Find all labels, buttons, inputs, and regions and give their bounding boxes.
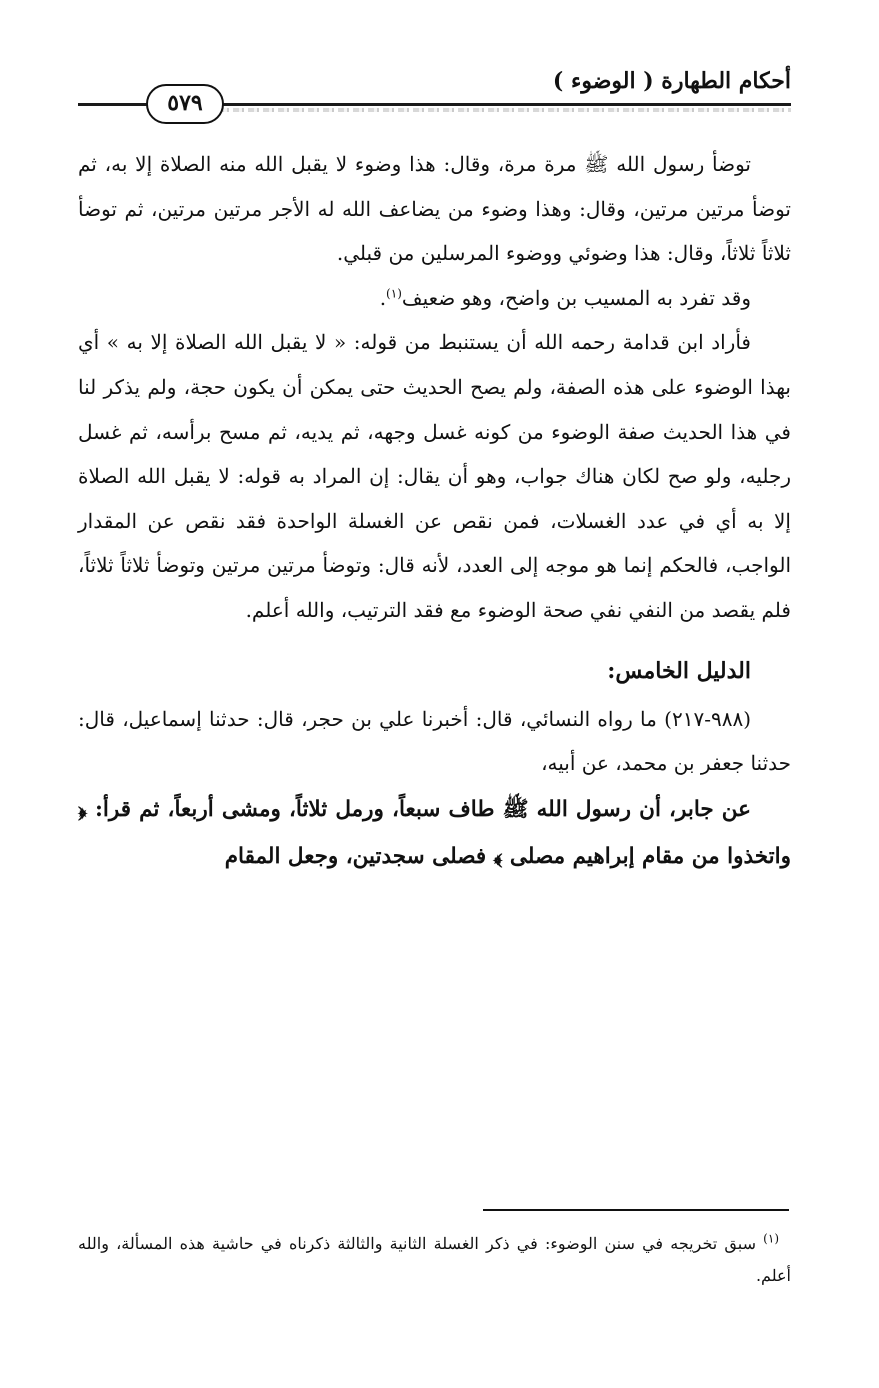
hadith-text: عن جابر، أن رسول الله ﷺ طاف سبعاً، ورمل ثلاثاً، ومشى أربعاً، ثم قرأ: ﴿ واتخذوا من مقام إبراهيم مصلى ﴾ فصلى سجدتين، وجعل المقام [78, 796, 791, 869]
footnote-reference[interactable]: (١) [386, 286, 402, 301]
footnotes [78, 1228, 791, 1292]
isnad-paragraph: (٩٨٨-٢١٧) ما رواه النسائي، قال: أخبرنا علي بن حجر، قال: حدثنا إسماعيل، قال: حدثنا جعفر بن محمد، عن أبيه، [78, 706, 791, 776]
footnote-separator [483, 1209, 789, 1211]
header-rule-texture [218, 108, 791, 112]
commentary-paragraph: فأراد ابن قدامة رحمه الله أن يستنبط من قوله: « لا يقبل الله الصلاة إلا به » أي بهذا الوضوء على هذه الصفة، ولم يصح الحديث حتى يمكن أن يكون حجة، ولم يذكر لنا في هذا الحديث صفة الوضوء من كونه غسل وجهه، ثم يديه، ثم مسح برأسه، ثم غسل رجليه، ولو صح لكان هناك جواب، وهو أن يقال: إن المراد به قوله: لا يقبل الله الصلاة إلا به أي في عدد الغسلات، فمن نقص عن الغسلة الواحدة فقد نقص عن المقدار الواجب، فالحكم إنما هو موجه إلى العدد، لأنه قال: وتوضأ مرتين مرتين وتوضأ ثلاثاً ثلاثاً، فلم يقصد من النفي نفي صحة الوضوء مع فقد الترتيب، والله أعلم. [78, 330, 791, 622]
hadith-continuation-paragraph: توضأ رسول الله ﷺ مرة مرة، وقال: هذا وضوء لا يقبل الله منه الصلاة إلا به، ثم توضأ مرتين مرتين، وقال: وهذا وضوء من يضاعف الله له الأجر مرتين مرتين، ثم توضأ ثلاثاً ثلاثاً، وقال: هذا وضوئي ووضوء المرسلين من قبلي. [78, 152, 791, 266]
page-header [78, 62, 791, 122]
narrator-note-paragraph: وقد تفرد به المسيب بن واضح، وهو ضعيف$^{(١)}$. [379, 285, 751, 310]
narrator-note-text: وقد تفرد به المسيب بن واضح، وهو ضعيف [401, 285, 751, 310]
footnote-marker: (١) [763, 1231, 779, 1246]
section-heading: الدليل الخامس: [607, 657, 751, 684]
main-text [78, 142, 791, 880]
footnote-text: سبق تخريجه في سنن الوضوء: في ذكر الغسلة الثانية والثالثة ذكرناه في حاشية هذه المسألة، والله أعلم. [78, 1234, 791, 1285]
footnote-item [78, 1228, 791, 1292]
page-number-badge: ٥٧٩ [146, 84, 224, 124]
running-title: أحكام الطهارة ( الوضوء ) [552, 68, 791, 94]
